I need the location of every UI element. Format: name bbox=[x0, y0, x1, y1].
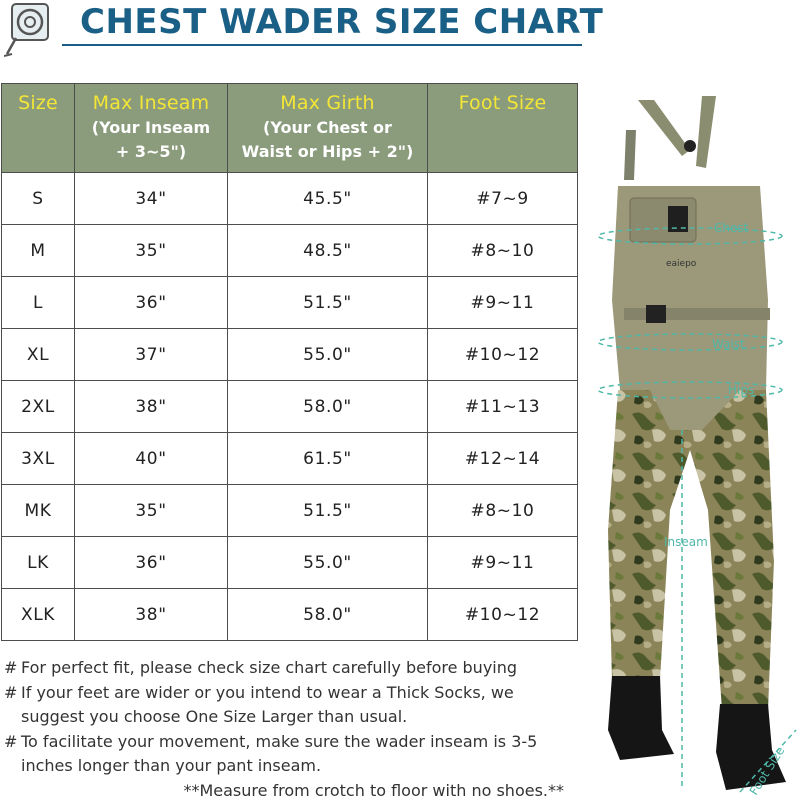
table-row bbox=[2, 173, 578, 225]
right-strap bbox=[696, 96, 716, 168]
table-row bbox=[2, 589, 578, 641]
max-inseam-cell: 35" bbox=[75, 225, 228, 277]
table-row bbox=[2, 433, 578, 485]
left-strap bbox=[638, 100, 690, 156]
max-inseam-cell: 38" bbox=[75, 381, 228, 433]
max-inseam-cell: 35" bbox=[75, 485, 228, 537]
table-row bbox=[2, 277, 578, 329]
max-inseam-cell: 34" bbox=[75, 173, 228, 225]
belt-buckle-icon bbox=[646, 305, 666, 323]
header-max-girth-sub1: (Your Chest or bbox=[263, 118, 392, 137]
note-wider-feet bbox=[4, 681, 564, 730]
table-row bbox=[2, 537, 578, 589]
header-max-inseam bbox=[75, 84, 228, 173]
size-cell: S bbox=[2, 173, 75, 225]
max-inseam-cell: 40" bbox=[75, 433, 228, 485]
max-girth-cell: 45.5" bbox=[228, 173, 428, 225]
header-max-girth-label: Max Girth bbox=[280, 92, 375, 114]
note-text: For perfect fit, please check size chart carefully before buying bbox=[21, 658, 518, 677]
header-max-girth bbox=[228, 84, 428, 173]
size-cell: XL bbox=[2, 329, 75, 381]
table-row bbox=[2, 225, 578, 277]
hips-label: Hips bbox=[728, 383, 755, 397]
note-bullet: # bbox=[4, 658, 18, 677]
brand-label: eaiepo bbox=[666, 259, 697, 269]
table-header-row bbox=[2, 84, 578, 173]
header-foot-size bbox=[428, 84, 578, 173]
size-cell: L bbox=[2, 277, 75, 329]
max-girth-cell: 51.5" bbox=[228, 485, 428, 537]
foot-size-label: Foot Size bbox=[746, 744, 788, 798]
size-cell: MK bbox=[2, 485, 75, 537]
foot-size-cell: #7~9 bbox=[428, 173, 578, 225]
notes-section bbox=[4, 656, 564, 803]
max-girth-cell: 58.0" bbox=[228, 589, 428, 641]
max-inseam-cell: 38" bbox=[75, 589, 228, 641]
note-text: **Measure from crotch to floor with no shoes.** bbox=[183, 780, 564, 800]
left-back-strap bbox=[624, 130, 636, 180]
size-cell: XLK bbox=[2, 589, 75, 641]
header-size-label: Size bbox=[18, 92, 58, 114]
foot-size-cell: #10~12 bbox=[428, 329, 578, 381]
title-underline bbox=[62, 44, 582, 46]
wader-legs bbox=[608, 390, 774, 710]
note-perfect-fit bbox=[4, 656, 564, 681]
chest-wader-illustration bbox=[590, 90, 800, 804]
table-row bbox=[2, 381, 578, 433]
foot-size-cell: #10~12 bbox=[428, 589, 578, 641]
size-chart-table bbox=[1, 83, 578, 641]
left-boot bbox=[608, 676, 674, 760]
header-max-girth-sub2: Waist or Hips + 2") bbox=[241, 142, 414, 161]
page-title: CHEST WADER SIZE CHART bbox=[80, 2, 604, 42]
header-max-inseam-sub1: (Your Inseam bbox=[91, 118, 211, 137]
max-inseam-cell: 36" bbox=[75, 277, 228, 329]
foot-size-cell: #9~11 bbox=[428, 277, 578, 329]
max-girth-cell: 58.0" bbox=[228, 381, 428, 433]
note-bullet: # bbox=[4, 731, 18, 751]
header-max-inseam-label: Max Inseam bbox=[92, 92, 210, 114]
max-girth-cell: 61.5" bbox=[228, 433, 428, 485]
foot-size-cell: #8~10 bbox=[428, 225, 578, 277]
size-cell: LK bbox=[2, 537, 75, 589]
waist-label: Waist bbox=[712, 337, 745, 351]
inseam-label: Inseam bbox=[664, 535, 708, 549]
foot-size-cell: #12~14 bbox=[428, 433, 578, 485]
foot-size-cell: #8~10 bbox=[428, 485, 578, 537]
buckle-icon bbox=[684, 140, 696, 152]
note-measure-instruction bbox=[4, 779, 564, 804]
foot-size-cell: #9~11 bbox=[428, 537, 578, 589]
note-text: To facilitate your movement, make sure the wader inseam is 3-5 inches longer than your pant inseam. bbox=[21, 731, 538, 775]
table-row bbox=[2, 329, 578, 381]
max-girth-cell: 55.0" bbox=[228, 329, 428, 381]
max-girth-cell: 51.5" bbox=[228, 277, 428, 329]
max-girth-cell: 55.0" bbox=[228, 537, 428, 589]
measuring-tape-icon bbox=[4, 2, 52, 58]
header-foot-size-label: Foot Size bbox=[458, 92, 547, 114]
note-inseam-length bbox=[4, 730, 564, 779]
max-inseam-cell: 37" bbox=[75, 329, 228, 381]
max-inseam-cell: 36" bbox=[75, 537, 228, 589]
chest-label: Chest bbox=[714, 221, 749, 235]
note-bullet: # bbox=[4, 682, 18, 702]
table-row bbox=[2, 485, 578, 537]
size-cell: 3XL bbox=[2, 433, 75, 485]
header-max-inseam-sub2: + 3~5") bbox=[115, 142, 187, 161]
header-size bbox=[2, 84, 75, 173]
foot-size-cell: #11~13 bbox=[428, 381, 578, 433]
wading-belt bbox=[624, 308, 770, 320]
size-cell: M bbox=[2, 225, 75, 277]
size-cell: 2XL bbox=[2, 381, 75, 433]
note-text: If your feet are wider or you intend to wear a Thick Socks, we suggest you choose One Size Larger than usual. bbox=[21, 682, 514, 726]
max-girth-cell: 48.5" bbox=[228, 225, 428, 277]
